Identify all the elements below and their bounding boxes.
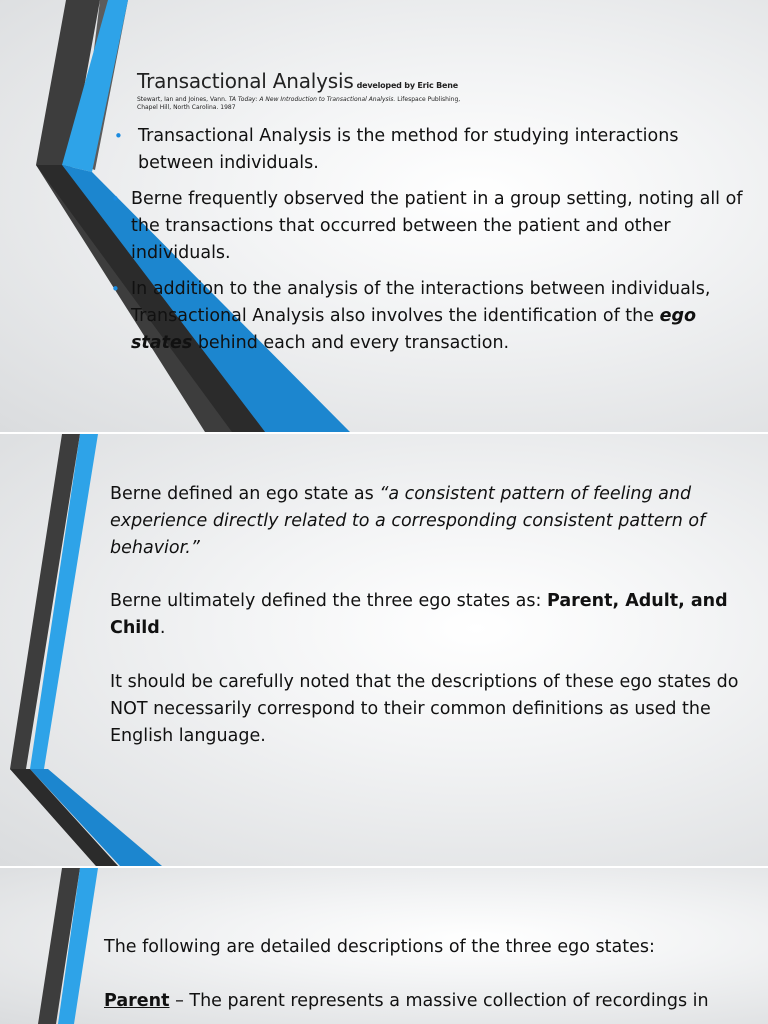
slide-subtitle: developed by Eric Bene: [356, 81, 458, 90]
bullet-1: • Transactional Analysis is the method for studying interactions between individuals.: [138, 123, 738, 177]
bullet-2: • Berne frequently observed the patient in a group setting, noting all of the transactions that occurred between the patient and other individuals.: [131, 186, 746, 267]
bullet-dot-icon: •: [114, 127, 123, 145]
slide-3: [0, 868, 768, 1024]
bullet-3: • In addition to the analysis of the interactions between individuals, Transactional Analysis also involves the identification of the ego states behind each and every transaction.: [131, 276, 751, 357]
ego-state-note: It should be carefully noted that the descriptions of these ego states do NOT necessarily correspond to their common definitions as used the English language.: [110, 672, 739, 746]
bullet-dot-icon: •: [111, 280, 120, 298]
slide-2: [0, 434, 768, 866]
three-ego-states: Berne ultimately defined the three ego states as: Parent, Adult, and Child.: [110, 591, 728, 638]
parent-description: Parent – The parent represents a massive collection of recordings in: [104, 991, 709, 1011]
bullet-dot-icon: •: [111, 190, 120, 208]
ego-state-definition: Berne defined an ego state as “a consistent pattern of feeling and experience directly related to a corresponding consistent pattern of behavior.”: [110, 484, 706, 558]
slide-1: [0, 0, 768, 432]
ego-states-intro: The following are detailed descriptions of the three ego states:: [104, 937, 655, 957]
slide-title: Transactional Analysis developed by Eric Bene: [137, 69, 458, 93]
citation: Stewart, Ian and Joines, Vann. TA Today: A New Introduction to Transactional Analysis. Lifespace Publishing, Chapel Hill, North Carolina. 1987: [137, 96, 461, 111]
